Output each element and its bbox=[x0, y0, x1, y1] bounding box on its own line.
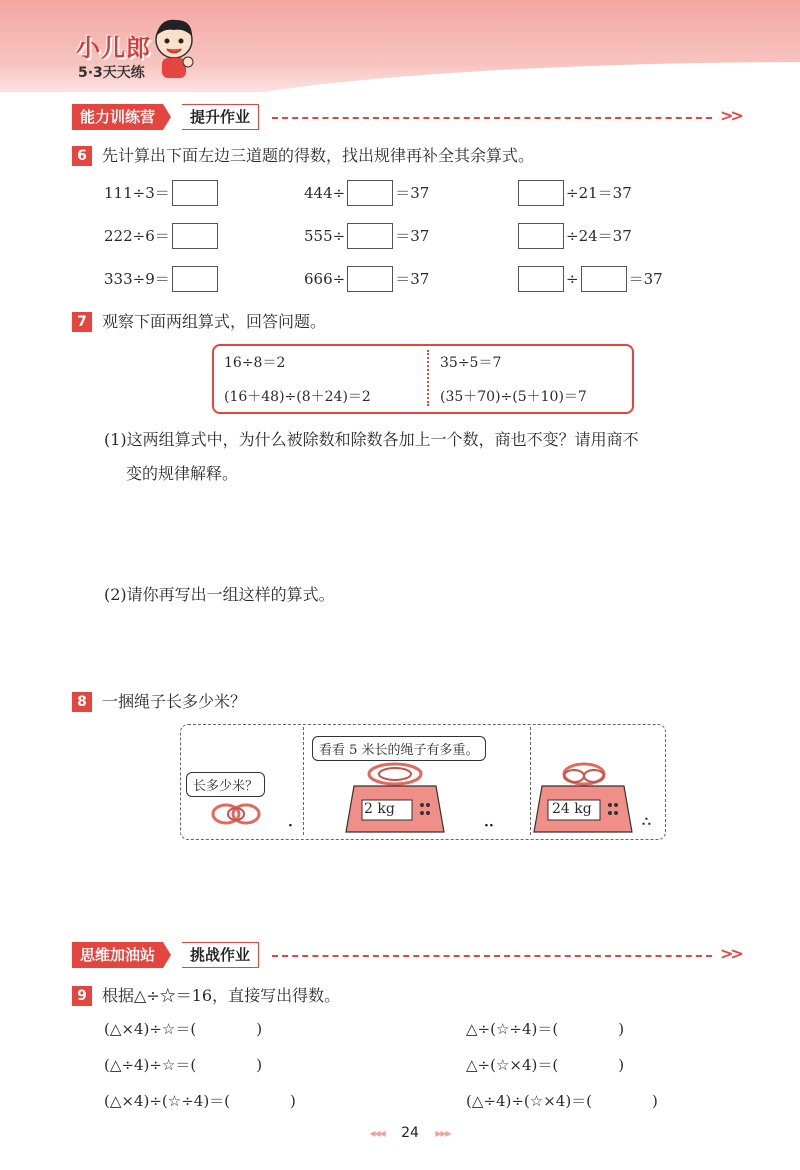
answer-box[interactable] bbox=[518, 266, 564, 292]
equation-text: ＝37 bbox=[395, 270, 430, 288]
next-arrows-icon: ▸▸▸ bbox=[435, 1126, 451, 1140]
ellipsis-dots: ∴ bbox=[642, 814, 651, 830]
section-subtitle: 提升作业 bbox=[182, 104, 259, 130]
equation-text: 16÷8＝2 bbox=[224, 355, 286, 371]
equation-text: (35＋70)÷(5＋10)＝7 bbox=[440, 389, 587, 405]
subquestion-text: (2)请你再写出一组这样的算式。 bbox=[104, 585, 335, 604]
fill-in-expression[interactable]: (△÷4)÷(☆×4)＝( ) bbox=[466, 1092, 658, 1110]
speech-bubble: 看看 5 米长的绳子有多重。 bbox=[312, 736, 486, 761]
equation-row bbox=[516, 266, 663, 292]
answer-box[interactable] bbox=[581, 266, 627, 292]
answer-box[interactable] bbox=[172, 180, 218, 206]
section-bar-thinking bbox=[72, 942, 742, 970]
equation-row bbox=[304, 266, 429, 292]
ellipsis-dots: ·· bbox=[484, 818, 494, 834]
equation-text: 35÷5＝7 bbox=[440, 355, 502, 371]
rope-coil-icon bbox=[210, 800, 266, 828]
equation-text: ＝37 bbox=[395, 184, 430, 202]
equation-row bbox=[516, 180, 632, 206]
section-divider bbox=[272, 955, 712, 957]
fill-in-expression[interactable]: (△×4)÷☆＝( ) bbox=[104, 1020, 263, 1038]
answer-box[interactable] bbox=[347, 266, 393, 292]
brand-logo: 小儿郎 bbox=[76, 34, 151, 62]
equation-text: 555÷ bbox=[304, 227, 346, 245]
equation-row bbox=[304, 223, 429, 249]
section-subtitle: 挑战作业 bbox=[182, 942, 259, 968]
scale-reading: 24 kg bbox=[552, 801, 592, 817]
answer-box[interactable] bbox=[347, 223, 393, 249]
equation-text: 666÷ bbox=[304, 270, 346, 288]
question-number: 9 bbox=[72, 986, 92, 1006]
equation-text: 111÷3＝ bbox=[104, 184, 170, 202]
question-number: 7 bbox=[72, 312, 92, 332]
equation-row bbox=[104, 266, 220, 292]
section-divider bbox=[272, 117, 712, 119]
mascot-boy-icon bbox=[150, 14, 198, 80]
equation-row bbox=[104, 180, 220, 206]
equation-text: 444÷ bbox=[304, 184, 346, 202]
answer-box[interactable] bbox=[518, 223, 564, 249]
subquestion-text: 变的规律解释。 bbox=[126, 464, 239, 483]
equation-text: ÷21＝37 bbox=[566, 184, 632, 202]
question-number: 8 bbox=[72, 692, 92, 712]
section-tag: 思维加油站 bbox=[72, 942, 163, 968]
fill-in-expression[interactable]: △÷(☆×4)＝( ) bbox=[466, 1056, 625, 1074]
prev-arrows-icon: ◂◂◂ bbox=[369, 1126, 385, 1140]
question-prompt: 先计算出下面左边三道题的得数，找出规律再补全其余算式。 bbox=[102, 146, 535, 165]
scale-icon bbox=[530, 760, 640, 834]
fill-in-expression[interactable]: (△×4)÷(☆÷4)＝( ) bbox=[104, 1092, 296, 1110]
question-prompt: 根据△÷☆＝16，直接写出得数。 bbox=[102, 986, 341, 1005]
page-number: 24 bbox=[401, 1125, 419, 1141]
fill-in-expression[interactable]: (△÷4)÷☆＝( ) bbox=[104, 1056, 263, 1074]
equation-text: ÷ bbox=[566, 270, 579, 288]
section-tag: 能力训练营 bbox=[72, 104, 163, 130]
brand-subtitle: 5·3天天练 bbox=[78, 65, 145, 81]
equation-row bbox=[304, 180, 429, 206]
equation-text: ÷24＝37 bbox=[566, 227, 632, 245]
equation-text: ＝37 bbox=[395, 227, 430, 245]
story-divider bbox=[303, 727, 304, 835]
equation-row bbox=[104, 223, 220, 249]
answer-box[interactable] bbox=[172, 266, 218, 292]
answer-box[interactable] bbox=[172, 223, 218, 249]
chevron-right-icon: >> bbox=[720, 944, 741, 963]
fill-in-expression[interactable]: △÷(☆÷4)＝( ) bbox=[466, 1020, 625, 1038]
answer-box[interactable] bbox=[347, 180, 393, 206]
equation-text: (16＋48)÷(8＋24)＝2 bbox=[224, 389, 371, 405]
subquestion-text: (1)这两组算式中，为什么被除数和除数各加上一个数，商也不变？请用商不 bbox=[104, 430, 639, 449]
page-footer bbox=[340, 1125, 480, 1141]
equation-text: ＝37 bbox=[628, 270, 663, 288]
speech-bubble: 长多少米？ bbox=[186, 772, 265, 797]
section-bar-ability bbox=[72, 104, 742, 132]
chevron-right-icon: >> bbox=[720, 106, 741, 125]
answer-box[interactable] bbox=[518, 180, 564, 206]
frame-divider bbox=[427, 350, 429, 406]
equation-text: 222÷6＝ bbox=[104, 227, 170, 245]
question-prompt: 一捆绳子长多少米？ bbox=[102, 692, 247, 711]
question-prompt: 观察下面两组算式，回答问题。 bbox=[102, 312, 327, 331]
scale-icon bbox=[340, 760, 450, 834]
ellipsis-dots: · bbox=[288, 818, 293, 834]
equation-text: 333÷9＝ bbox=[104, 270, 170, 288]
scale-reading: 2 kg bbox=[364, 801, 395, 817]
equation-row bbox=[516, 223, 632, 249]
question-number: 6 bbox=[72, 146, 92, 166]
